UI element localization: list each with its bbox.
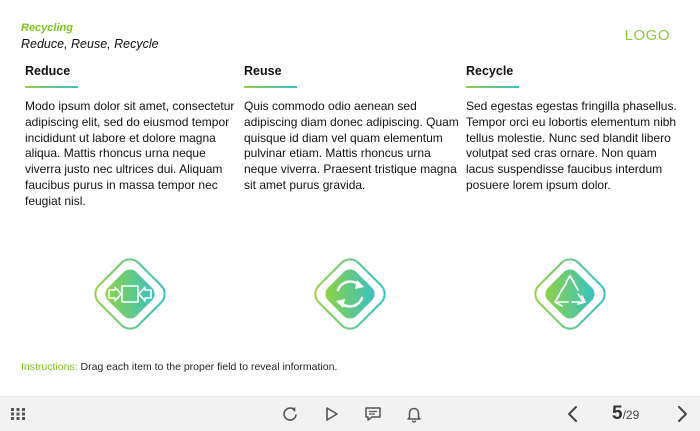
column-text: Sed egestas egestas fringilla phasellus. Tempor orci eu lobortis elementum nibh tellus molestie. Nunc sed blandit libero volutpat sed cras ornare. Non quam lacus suspendisse faucibus interdum posuere lorem ipsum dolor. [466,99,677,192]
column-title: Reuse [244,64,282,78]
column-text: Modo ipsum dolor sit amet, consectetur adipiscing elit, sed do eiusmod tempor incididunt ut labore et dolore magna aliqua. Mattis rhoncus urna neque viverra justo nec ultrices dui. Aliquam faucibus purus in massa tempor nec feugiat nisl. [25,99,235,208]
column-text: Quis commodo odio aenean sed adipiscing diam donec adipiscing. Quam quisque id diam vel quam elementum pulvinar etiam. Mattis rhoncus urna neque viverra. Praesent tristique magna sit amet purus gravida. [244,99,459,192]
replay-icon [281,405,299,423]
play-icon [322,405,340,423]
replay-button[interactable] [279,403,301,425]
draggable-item-reduce[interactable] [82,246,178,342]
column-recycle [466,64,681,194]
current-page: 5 [612,403,623,424]
instructions [21,361,337,373]
page-counter [612,401,639,427]
logo: LOGO [624,27,670,44]
next-button[interactable] [671,403,693,425]
play-button[interactable] [320,403,342,425]
recycle-icon [522,246,618,342]
draggable-item-recycle[interactable] [522,246,618,342]
previous-arrow-icon [564,405,582,423]
notifications-button[interactable] [403,403,425,425]
instructions-label: Instructions: [21,361,78,373]
player-toolbar [0,396,700,431]
column-title: Recycle [466,64,514,78]
title-underline [466,86,519,88]
title-underline [244,86,297,88]
notifications-bell-icon [405,405,423,423]
slide-kicker: Recycling [21,22,73,34]
previous-button[interactable] [562,403,584,425]
captions-button[interactable] [362,403,384,425]
grid-menu-icon [9,405,27,423]
draggable-item-reuse[interactable] [302,246,398,342]
captions-icon [364,405,382,423]
instructions-text: Drag each item to the proper field to reveal information. [77,361,338,373]
menu-button[interactable] [7,403,29,425]
next-arrow-icon [673,405,691,423]
column-reuse [244,64,459,194]
title-underline [25,86,78,88]
slide-subtitle: Reduce, Reuse, Recycle [21,37,159,51]
refresh-cycle-icon [302,246,398,342]
column-title: Reduce [25,64,71,78]
compress-arrows-icon [82,246,178,342]
total-pages: /29 [622,408,640,422]
column-reduce [25,64,240,210]
